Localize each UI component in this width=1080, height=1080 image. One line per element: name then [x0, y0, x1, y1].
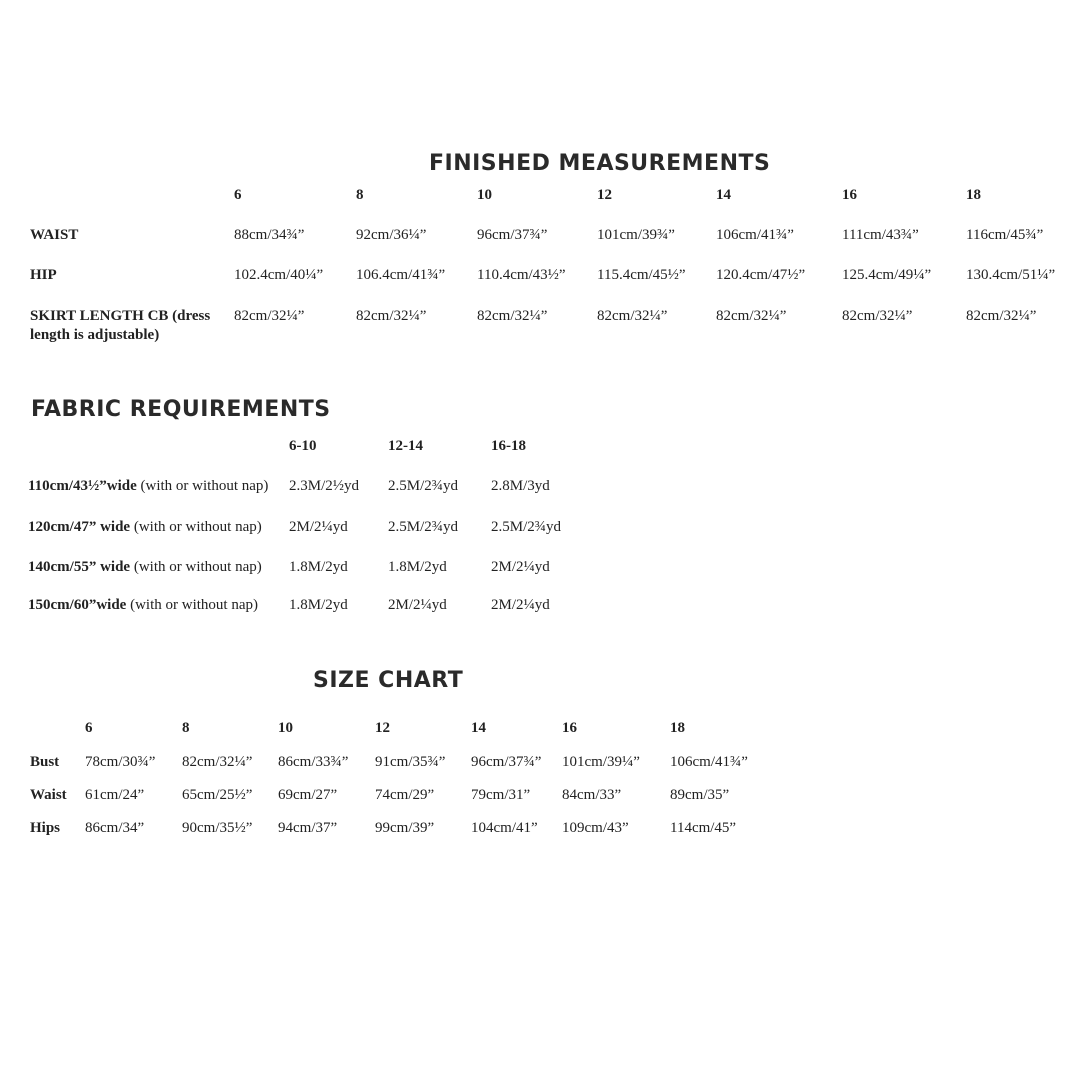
fabric-cell: 2.8M/3yd	[491, 478, 550, 494]
fabric-size-header: 16-18	[491, 438, 526, 454]
fabric-row-label	[28, 558, 262, 577]
size-chart-cell: 99cm/39”	[375, 820, 435, 836]
size-chart-cell: 91cm/35¾”	[375, 754, 446, 770]
finished-cell: 110.4cm/43½”	[477, 267, 566, 283]
size-chart-cell: 65cm/25½”	[182, 787, 253, 803]
finished-cell: 88cm/34¾”	[234, 227, 305, 243]
size-chart-cell: 96cm/37¾”	[471, 754, 542, 770]
size-chart-cell: 86cm/34”	[85, 820, 145, 836]
fabric-width: 150cm/60”wide	[28, 597, 127, 613]
finished-cell: 125.4cm/49¼”	[842, 267, 932, 283]
size-chart-cell: 84cm/33”	[562, 787, 622, 803]
finished-size-header: 12	[597, 187, 612, 203]
finished-measurements-title: FINISHED MEASUREMENTS	[429, 151, 771, 176]
finished-row-label-skirt-length: SKIRT LENGTH CB (dress length is adjustable)	[30, 308, 211, 343]
size-chart-cell: 78cm/30¾”	[85, 754, 156, 770]
fabric-cell: 2M/2¼yd	[491, 597, 550, 613]
size-chart-row-label-waist: Waist	[30, 787, 67, 803]
fabric-cell: 2.3M/2½yd	[289, 478, 360, 494]
fabric-nap-note: (with or without nap)	[130, 559, 262, 575]
finished-size-header: 18	[966, 187, 981, 203]
finished-cell: 92cm/36¼”	[356, 227, 427, 243]
size-chart-header: 18	[670, 720, 685, 736]
fabric-width: 140cm/55” wide	[28, 559, 131, 575]
fabric-cell: 2.5M/2¾yd	[388, 519, 459, 535]
finished-size-header: 8	[356, 187, 364, 203]
finished-row-label-hip: HIP	[30, 267, 57, 283]
fabric-row-label	[28, 518, 262, 537]
fabric-nap-note: (with or without nap)	[130, 519, 262, 535]
size-chart-cell: 86cm/33¾”	[278, 754, 349, 770]
size-chart-cell: 114cm/45”	[670, 820, 737, 836]
size-chart-header: 12	[375, 720, 390, 736]
size-chart-cell: 79cm/31”	[471, 787, 531, 803]
finished-cell: 106cm/41¾”	[716, 227, 794, 243]
fabric-cell: 2.5M/2¾yd	[491, 519, 562, 535]
size-chart-cell: 104cm/41”	[471, 820, 538, 836]
finished-cell: 82cm/32¼”	[716, 308, 787, 324]
fabric-nap-note: (with or without nap)	[126, 597, 258, 613]
size-chart-cell: 61cm/24”	[85, 787, 145, 803]
finished-size-header: 16	[842, 187, 857, 203]
fabric-cell: 1.8M/2yd	[289, 559, 348, 575]
fabric-cell: 1.8M/2yd	[388, 559, 447, 575]
fabric-cell: 2M/2¼yd	[388, 597, 447, 613]
finished-cell: 82cm/32¼”	[966, 308, 1037, 324]
finished-size-header: 10	[477, 187, 492, 203]
finished-cell: 106.4cm/41¾”	[356, 267, 446, 283]
fabric-cell: 2M/2¼yd	[289, 519, 348, 535]
fabric-requirements-title: FABRIC REQUIREMENTS	[31, 397, 331, 422]
finished-cell: 116cm/45¾”	[966, 227, 1044, 243]
size-chart-cell: 69cm/27”	[278, 787, 338, 803]
finished-cell: 130.4cm/51¼”	[966, 267, 1056, 283]
fabric-cell: 1.8M/2yd	[289, 597, 348, 613]
finished-cell: 82cm/32¼”	[597, 308, 668, 324]
finished-row-label-waist: WAIST	[30, 227, 79, 243]
size-chart-cell: 94cm/37”	[278, 820, 338, 836]
fabric-nap-note: (with or without nap)	[136, 478, 269, 494]
finished-size-header: 14	[716, 187, 731, 203]
fabric-row-label	[28, 596, 258, 615]
size-chart-cell: 89cm/35”	[670, 787, 730, 803]
size-chart-header: 16	[562, 720, 577, 736]
size-chart-header: 14	[471, 720, 486, 736]
size-chart-cell: 101cm/39¼”	[562, 754, 640, 770]
finished-cell: 82cm/32¼”	[477, 308, 548, 324]
fabric-width: 110cm/43½”wide	[28, 478, 137, 494]
size-chart-cell: 106cm/41¾”	[670, 754, 748, 770]
fabric-row-label	[28, 477, 268, 496]
fabric-size-header: 12-14	[388, 438, 423, 454]
finished-cell: 111cm/43¾”	[842, 227, 919, 243]
finished-cell: 102.4cm/40¼”	[234, 267, 324, 283]
size-chart-cell: 82cm/32¼”	[182, 754, 253, 770]
size-chart-cell: 109cm/43”	[562, 820, 629, 836]
size-chart-cell: 90cm/35½”	[182, 820, 253, 836]
finished-cell: 120.4cm/47½”	[716, 267, 806, 283]
finished-cell: 82cm/32¼”	[842, 308, 913, 324]
finished-cell: 115.4cm/45½”	[597, 267, 686, 283]
size-chart-title: SIZE CHART	[313, 668, 464, 693]
fabric-size-header: 6-10	[289, 438, 317, 454]
size-chart-row-label-bust: Bust	[30, 754, 60, 770]
fabric-width: 120cm/47” wide	[28, 519, 131, 535]
fabric-cell: 2M/2¼yd	[491, 559, 550, 575]
size-chart-header: 6	[85, 720, 93, 736]
size-chart-header: 10	[278, 720, 293, 736]
finished-size-header: 6	[234, 187, 242, 203]
size-chart-cell: 74cm/29”	[375, 787, 435, 803]
size-chart-row-label-hips: Hips	[30, 820, 61, 836]
fabric-cell: 2.5M/2¾yd	[388, 478, 459, 494]
finished-cell: 82cm/32¼”	[234, 308, 305, 324]
finished-cell: 101cm/39¾”	[597, 227, 675, 243]
finished-cell: 96cm/37¾”	[477, 227, 548, 243]
finished-cell: 82cm/32¼”	[356, 308, 427, 324]
size-chart-header: 8	[182, 720, 190, 736]
